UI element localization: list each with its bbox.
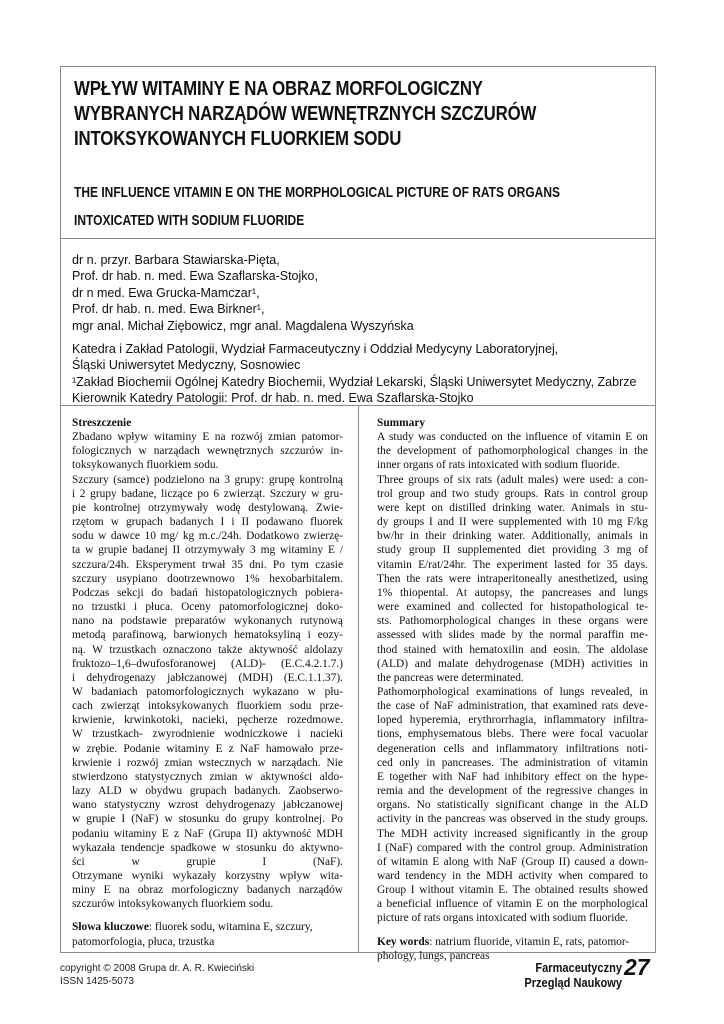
abstract-line: Group I without vitamin E. The obtained results showed	[377, 884, 648, 897]
abstract-line: vitamin E/rat/24hr. The experiment lasted for 35 days.	[377, 558, 648, 571]
title-english-line: INTOXICATED WITH SODIUM FLUORIDE	[74, 212, 305, 229]
author-line: Prof. dr hab. n. med. Ewa Szaflarska-Stojko,	[72, 269, 318, 284]
abstract-line: E together with NaF had inhibitory effect on the hype-	[377, 770, 648, 783]
abstract-line: ta w grupie badanej II otrzymywały 3 mg witaminy E /	[72, 544, 343, 557]
journal-name-line: Przegląd Naukowy	[524, 975, 622, 990]
page-number: 27	[624, 954, 650, 980]
affiliation-line: Śląski Uniwersytet Medyczny, Sosnowiec	[72, 358, 301, 373]
abstract-line: the pancreas were determinated.	[377, 671, 524, 684]
abstract-spacer	[72, 911, 343, 920]
abstract-line: the case of NaF administration, that examined rats deve-	[377, 700, 648, 713]
abstract-line: Szczury (samce) podzielono na 3 grupy: grupę kontrolną	[72, 473, 343, 486]
author-list	[72, 252, 414, 334]
abstract-line: rzętom w grupach badanych I i II podawano fluorek	[72, 516, 343, 529]
journal-name-line: Farmaceutyczny	[535, 960, 622, 975]
abstract-line: ną. W trzustkach oznaczono także aktywność aldolazy	[72, 643, 343, 656]
abstract-line: pie kontrolnej otrzymywały wodę destylowaną. Zwie-	[72, 501, 343, 514]
abstract-line: fologicznych w narządach wewnętrznych szczurów in-	[72, 445, 343, 458]
abstract-line: krwienie i rozwój zmian wstecznych w narządach. Nie	[72, 756, 343, 769]
abstract-line: 1% thiopental. At autopsy, the pancreases and lungs	[377, 586, 648, 599]
abstract-line: ced only in pancreases. The administration of vitamin	[377, 756, 648, 769]
abstract-heading: Summary	[377, 417, 426, 429]
title-polish-line: WPŁYW WITAMINY E NA OBRAZ MORFOLOGICZNY	[74, 77, 483, 100]
abstract-line: Pathomorphological examinations of lungs revealed, in	[377, 685, 648, 698]
abstract-line: activity in the pancreas was observed in the study groups.	[377, 813, 648, 826]
abstract-line: szczurów intoksykowanych fluorkiem sodu.	[72, 898, 274, 911]
abstract-line: miny E na obraz morfologiczny badanych narządów	[72, 884, 343, 897]
abstract-line: dy groups I and II were supplemented with 10 mg F/kg	[377, 516, 648, 529]
keywords-line: patomorfologia, płuca, trzustka	[72, 935, 215, 948]
abstract-line: Podczas sekcji do badań histopatologicznych pobiera-	[72, 586, 343, 599]
abstract-line: sts. Pathomorphological changes in these organs were	[377, 615, 648, 628]
abstract-line: study group II supplemented diet providing 3 mg of	[377, 544, 648, 557]
abstract-line: fruktozo–1,6–dwufosforanowej (ALD)- (E.C.4.2.1.7.)	[72, 657, 343, 670]
keywords-line: phology, lungs, pancreas	[377, 949, 490, 962]
abstract-line: w zrębie. Podanie witaminy E z NaF hamowało prze-	[72, 742, 343, 755]
abstract-line: trol group and two study groups. Rats in control group	[377, 487, 648, 500]
abstract-line: of witamin E along with NaF (Group II) caused a down-	[377, 855, 648, 868]
abstract-line: picture of rats organs intoxicated with sodium fluoride.	[377, 912, 628, 925]
abstract-line: wykazała tendencje spadkowe w stosunku do aktywno-	[72, 841, 343, 854]
keywords-text: : natrium fluoride, vitamin E, rats, patomor-	[429, 935, 630, 948]
keywords-label: Key words	[377, 935, 430, 948]
abstract-line: i dehydrogenazy jabłczanowej (MDH) (E.C.1.1.37).	[72, 671, 343, 684]
abstract-line: Zbadano wpływ witaminy E na rozwój zmian patomor-	[72, 431, 343, 444]
abstract-english	[377, 416, 648, 963]
author-line: dr n med. Ewa Grucka-Mamczar¹,	[72, 285, 260, 300]
abstract-line: W badaniach patomorfologicznych wykazano w płu-	[72, 685, 343, 698]
abstract-line: thod stained with hematoxilin and eosin. The aldolase	[377, 643, 648, 656]
abstract-line: i 2 grupy badane, liczące po 6 zwierząt. Szczury w gru-	[72, 487, 343, 500]
keywords-text: : fluorek sodu, witamina E, szczury,	[148, 921, 313, 934]
abstract-line: were examined and collected for histopathological te-	[377, 601, 648, 614]
title-polish	[74, 76, 648, 151]
abstract-line: (ALD) and malate dehydrogenase (MDH) activities in	[377, 657, 648, 670]
abstract-polish	[72, 416, 343, 949]
abstract-line: bw/hr in their drinking water. Additionally, animals in	[377, 530, 648, 543]
abstract-line: remia and the development of the regressive changes in	[377, 785, 648, 798]
abstract-line: inner organs of rats intoxicated with sodium fluoride.	[377, 459, 620, 472]
abstract-line: szczura/24h. Eksperyment trwał 35 dni. Po tym czasie	[72, 558, 343, 571]
abstract-line: degeneration cells and inflammatory infiltrations noti-	[377, 742, 648, 755]
abstract-line: loped hyperemia, erythrorrhagia, inflammatory infiltra-	[377, 714, 648, 727]
abstract-line: nano na podstawie preparatów wykonanych rutynową	[72, 615, 343, 628]
abstract-line: wano statystyczny wzrost dehydrogenazy jabłczanowej	[72, 799, 343, 812]
abstract-line: metodą parafinową, barwionych hematoksyliną i eozy-	[72, 629, 343, 642]
abstract-line: toksykowanych fluorkiem sodu.	[72, 459, 219, 472]
affiliation-line: Kierownik Katedry Patologii: Prof. dr hab. n. med. Ewa Szaflarska-Stojko	[72, 391, 474, 406]
abstract-line: ward tendency in the MDH activity when compared to	[377, 870, 648, 882]
abstract-line: I (NaF) compared with the control group. Administration	[377, 841, 648, 854]
abstract-line: cach zwierząt intoksykowanych fluorkiem sodu prze-	[72, 700, 343, 713]
author-line: dr n. przyr. Barbara Stawiarska-Pięta,	[72, 253, 280, 267]
title-english-line: THE INFLUENCE VITAMIN E ON THE MORPHOLOGICAL PICTURE OF RATS ORGANS	[74, 184, 561, 201]
abstract-line: krwienie, krwinkotoki, nacieki, pęcherze rozedmowe.	[72, 714, 343, 727]
column-divider	[358, 405, 359, 953]
title-english	[74, 179, 650, 235]
abstract-line: szczury usypiano dootrzewnowo 1% hexobarbitalem.	[72, 572, 343, 585]
abstract-line: ści w grupie I (NaF).	[72, 855, 343, 868]
abstract-line: stwierdzono statystycznych zmian w aktywności aldo-	[72, 770, 343, 783]
abstract-line: assessed with slides made by the normal paraffin me-	[377, 629, 648, 642]
abstract-line: podaniu witaminy E z NaF (Grupa II) aktywność MDH	[72, 827, 343, 840]
title-divider	[60, 238, 656, 239]
abstract-spacer	[377, 926, 648, 935]
abstract-line: W trzustkach- zwyrodnienie wodniczkowe i nacieki	[72, 728, 343, 741]
affiliation-line: ¹Zakład Biochemii Ogólnej Katedry Biochemii, Wydział Lekarski, Śląski Uniwersytet Medyczny, Zabrze	[72, 374, 637, 389]
abstract-line: the development of pathomorphological changes in the	[377, 445, 648, 458]
abstract-line: The MDH activity increased significantly in the group	[377, 827, 648, 840]
keywords-line	[72, 920, 343, 934]
abstract-line: Then the rats were intraperitoneally anesthetized, using	[377, 572, 648, 585]
abstract-line: organs. No statistically significant change in the ALD	[377, 799, 648, 812]
title-polish-line: INTOKSYKOWANYCH FLUORKIEM SODU	[74, 127, 402, 150]
abstract-line: a beneficial influence of vitamin E on the morphological	[377, 898, 648, 911]
title-polish-line: WYBRANYCH NARZĄDÓW WEWNĘTRZNYCH SZCZURÓW	[74, 102, 537, 125]
keywords-label: Słowa kluczowe	[72, 921, 149, 934]
abstract-line: w grupie I (NaF) w stosunku do grupy kontrolnej. Po	[72, 813, 343, 826]
journal-name	[493, 960, 622, 990]
abstract-line: were kept on distilled drinking water. Animals in stu-	[377, 501, 648, 514]
abstract-line: no trzustki i płuca. Oceny patomorfologicznej doko-	[72, 601, 343, 614]
author-line: Prof. dr hab. n. med. Ewa Birkner¹,	[72, 302, 265, 317]
abstract-line: A study was conducted on the influence of vitamin E on	[377, 431, 648, 444]
abstract-line: tions, emphysematous blebs. There were focal vacuolar	[377, 728, 648, 741]
author-line: mgr anal. Michał Ziębowicz, mgr anal. Magdalena Wyszyńska	[72, 318, 414, 333]
abstract-line: sodu w dawce 10 mg/ kg m.c./24h. Dodatkowo zwierzę-	[72, 530, 343, 543]
keywords-line	[377, 935, 648, 949]
abstract-line: Otrzymane wyniki wykazały korzystny wpływ wita-	[72, 870, 343, 882]
affiliation-line: Katedra i Zakład Patologii, Wydział Farmaceutyczny i Oddział Medycyny Laboratoryjnej,	[72, 342, 559, 356]
footer-left	[60, 962, 254, 988]
issn-text: ISSN 1425-5073	[60, 976, 134, 987]
affiliation-list	[72, 341, 636, 407]
abstract-heading: Streszczenie	[72, 417, 132, 429]
abstract-line: Three groups of six rats (adult males) were used: a con-	[377, 473, 648, 486]
copyright-text: copyright © 2008 Grupa dr. A. R. Kwieciński	[60, 963, 255, 974]
abstract-line: lazy ALD w obydwu grupach badanych. Zaobserwo-	[72, 785, 343, 798]
